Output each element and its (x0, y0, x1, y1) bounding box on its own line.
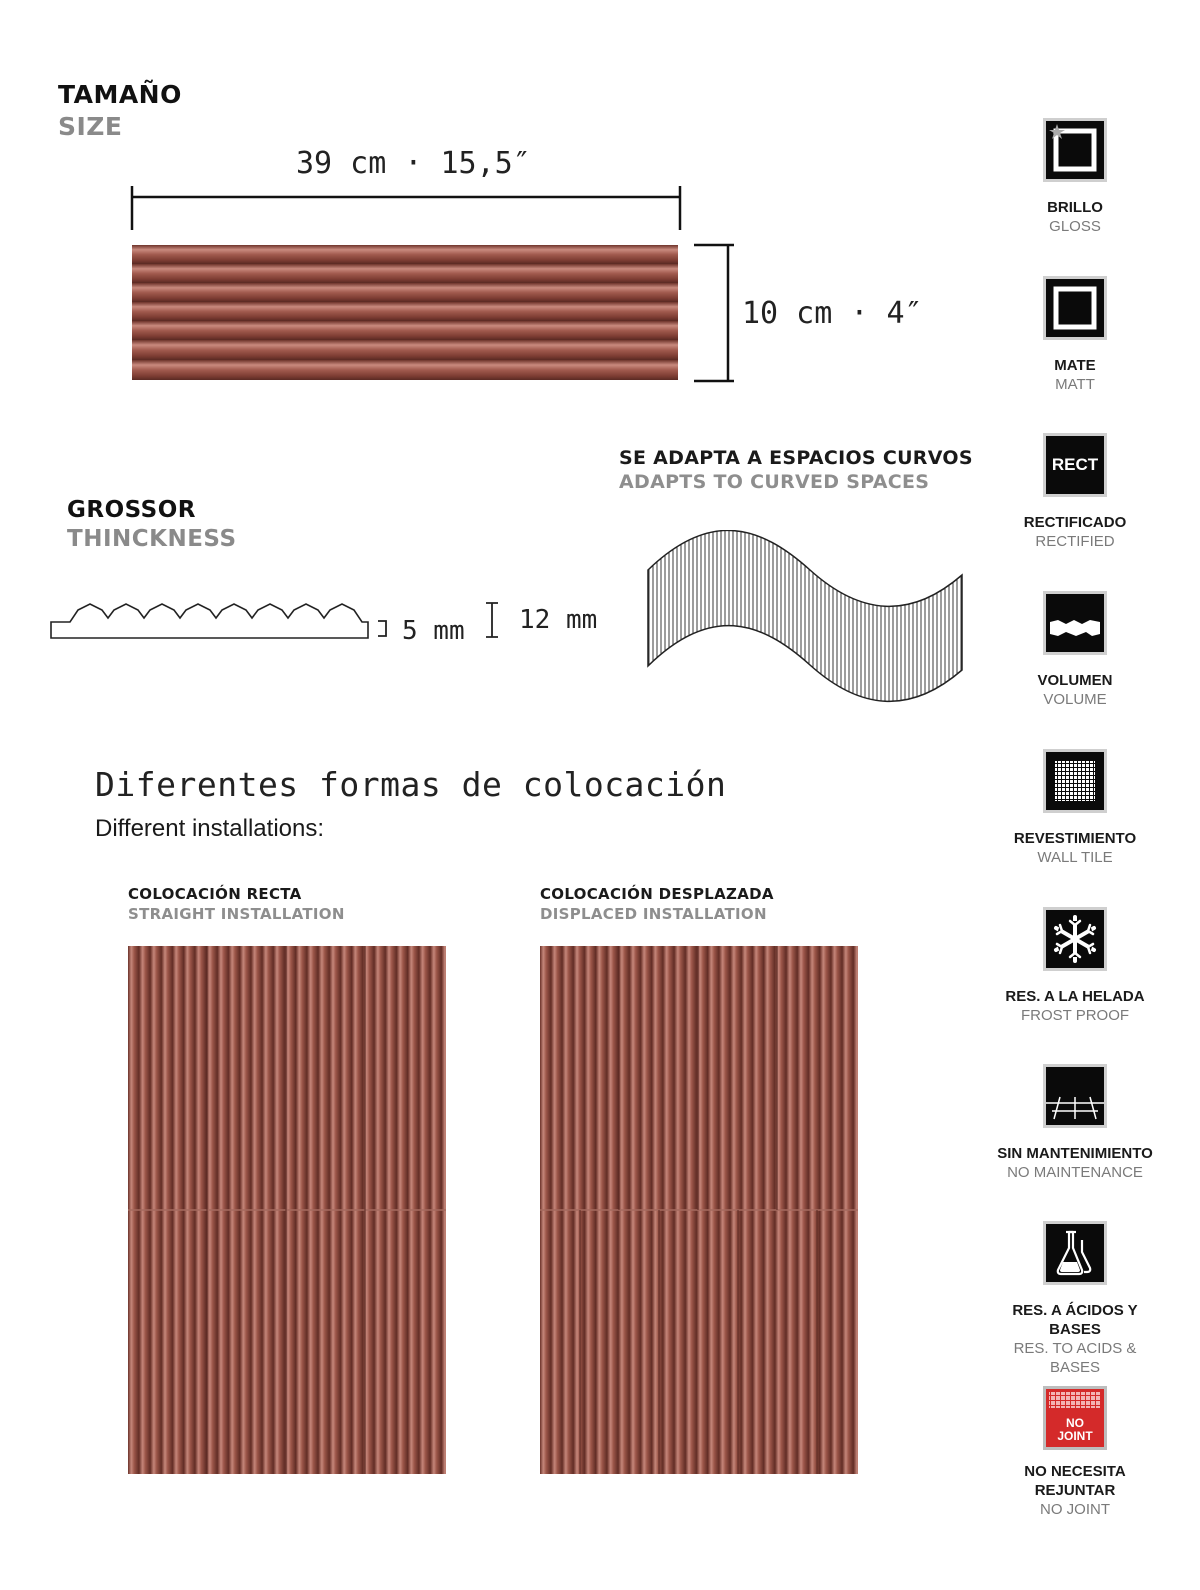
tile-sample (132, 245, 678, 380)
gloss-icon (1043, 118, 1107, 182)
feature-rectified-label: RECTIFICADO (1023, 514, 1127, 531)
volume-icon (1043, 591, 1107, 655)
curved-title: SE ADAPTA A ESPACIOS CURVOS (619, 447, 973, 469)
displaced-installation-panel (540, 946, 860, 1476)
feature-wall-tile-label: REVESTIMIENTO (1013, 830, 1137, 847)
feature-no-joint (990, 1386, 1160, 1519)
feature-acids-bases-sublabel: RES. TO ACIDS & BASES (1013, 1340, 1137, 1376)
feature-gloss (990, 118, 1160, 236)
min-thickness-label: 5 mm (402, 616, 465, 646)
feature-volume-label: VOLUMEN (1037, 672, 1113, 689)
rect-icon (1043, 433, 1107, 497)
no-joint-icon-text-1: NO (1066, 1416, 1084, 1430)
displaced-title: COLOCACIÓN DESPLAZADA (540, 885, 774, 903)
feature-no-maintenance (990, 1064, 1160, 1182)
straight-installation-panel (128, 946, 448, 1476)
installations-heading: Diferentes formas de colocación (95, 765, 727, 804)
feature-acids-bases (990, 1221, 1160, 1377)
feature-matt-sublabel: MATT (1055, 376, 1095, 393)
max-thickness-bracket (486, 603, 498, 637)
feature-frost-proof-label: RES. A LA HELADA (1005, 988, 1145, 1005)
snowflake-icon (1043, 907, 1107, 971)
feature-no-joint-label: NO NECESITA REJUNTAR (1024, 1463, 1126, 1499)
feature-volume-sublabel: VOLUME (1043, 691, 1107, 708)
matt-icon (1043, 276, 1107, 340)
feature-frost-proof (990, 907, 1160, 1025)
no-joint-icon (1043, 1386, 1107, 1450)
straight-title: COLOCACIÓN RECTA (128, 885, 302, 903)
installations-subheading: Different installations: (95, 815, 325, 842)
width-label: 39 cm · 15,5″ (296, 146, 531, 181)
feature-matt-label: MATE (1054, 357, 1096, 374)
no-maintenance-icon (1043, 1064, 1107, 1128)
flask-icon (1043, 1221, 1107, 1285)
feature-volume (990, 591, 1160, 709)
feature-no-joint-sublabel: NO JOINT (1040, 1501, 1110, 1518)
feature-frost-proof-sublabel: FROST PROOF (1020, 1007, 1130, 1024)
feature-rectified (990, 433, 1160, 551)
feature-no-maintenance-label: SIN MANTENIMIENTO (997, 1145, 1153, 1162)
feature-rectified-sublabel: RECTIFIED (1035, 533, 1115, 550)
max-thickness-label: 12 mm (519, 605, 598, 635)
thickness-subtitle: THINCKNESS (67, 526, 237, 552)
feature-acids-bases-label: RES. A ÁCIDOS Y BASES (1012, 1302, 1138, 1338)
feature-wall-tile (990, 749, 1160, 867)
size-diagram (120, 185, 750, 395)
straight-subtitle: STRAIGHT INSTALLATION (128, 905, 345, 923)
rect-icon-text: RECT (1051, 455, 1099, 474)
size-subtitle: SIZE (58, 112, 123, 141)
feature-gloss-sublabel: GLOSS (1049, 218, 1101, 235)
feature-gloss-label: BRILLO (1047, 199, 1103, 216)
feature-no-maintenance-sublabel: NO MAINTENANCE (1007, 1164, 1143, 1181)
no-joint-icon-text-2: JOINT (1057, 1429, 1093, 1443)
feature-wall-tile-sublabel: WALL TILE (1037, 849, 1113, 866)
height-label: 10 cm · 4″ (742, 296, 923, 331)
feature-matt (990, 276, 1160, 394)
wall-tile-icon (1043, 749, 1107, 813)
thickness-title: GROSSOR (67, 497, 197, 523)
min-thickness-bracket (378, 621, 386, 636)
curved-subtitle: ADAPTS TO CURVED SPACES (619, 471, 930, 493)
displaced-subtitle: DISPLACED INSTALLATION (540, 905, 767, 923)
size-title: TAMAÑO (58, 80, 182, 109)
curved-wave-illustration (640, 530, 970, 715)
